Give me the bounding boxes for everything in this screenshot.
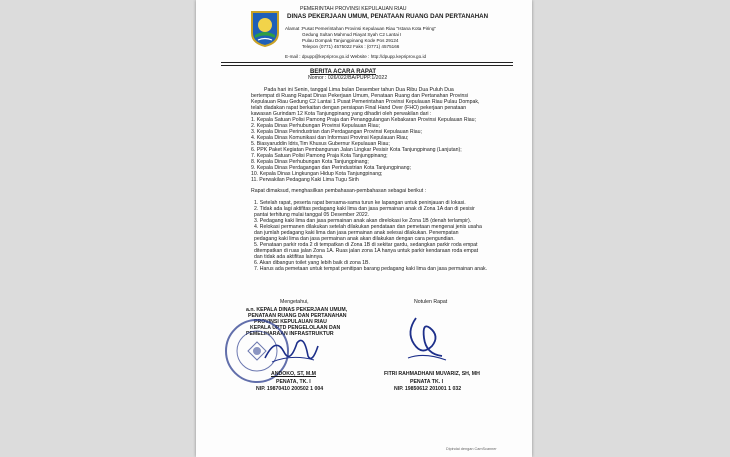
address-line: Telepon (0771) 4575022 Faks : (0771) 4575166 <box>302 44 400 49</box>
letterhead-line-2: DINAS PEKERJAAN UMUM, PENATAAN RUANG DAN PERTANAHAN <box>287 13 489 20</box>
signer-right-nip: NIP. 19850612 201001 1 032 <box>394 386 462 392</box>
signer-left-title: PENATAAN RUANG DAN PERTANAHAN <box>248 313 347 319</box>
result-line: 6. Akan dibangun toilet yang lebih baik di zona 1B. <box>254 260 370 266</box>
result-line: dan jumlah pedagang kaki lima dan jasa permainan anak selesai dilakukan. Penempatan <box>254 230 459 236</box>
attendee-item: 4. Kepala Dinas Komunikasi dan Informasi Provinsi Kepulauan Riau; <box>251 135 409 141</box>
signer-left-name: ANDOKO, ST, M.M <box>271 371 316 377</box>
attendee-item: 6. PPK Paket Kegiatan Pembangunan Jalan Lingkar Pesisir Kota Tanjungpinang (Lanjutan); <box>251 147 462 153</box>
attendee-item: 5. Biasyaruddin Idris,Tim Khusus Gubernur Kepulauan Riau; <box>251 141 390 147</box>
result-line: ditempatkan di ruas jalan Zona 1A. Ruas jalan zona 1A hanya untuk parkir kendaraan roda empat <box>254 248 479 254</box>
opening-line: telah diadakan rapat berkaitan dengan persiapan Final Hand Over (FHO) pekerjaan penataan <box>251 105 467 111</box>
result-line: 7. Harus ada pemetaan untuk tempat penitipan barang pedagang kaki lima dan jasa permainan anak. <box>254 266 488 272</box>
signer-left-title: KEPALA UPTD PENGELOLAAN DAN <box>250 325 341 331</box>
signer-left-rank: PENATA, TK. I <box>276 379 311 385</box>
result-line: pantai terhitung mulai tanggal 05 Desember 2022. <box>254 212 370 218</box>
result-line: pedagang kaki lima dan jasa permainan anak akan dilakukan dengan cara pengundian. <box>254 236 455 242</box>
attendee-item: 3. Kepala Dinas Perindustrian dan Perdagangan Provinsi Kepulauan Riau; <box>251 129 423 135</box>
attendee-item: 1. Kepala Satuan Polisi Pamong Praja dan Penanggulangan Kebakaran Provinsi Kepulauan Riau; <box>251 117 476 123</box>
signer-right-name: FITRI RAHMADHANI MUVARIZ, SH, MH <box>384 371 480 377</box>
result-line: dan tidak ada aktifitas lainnya. <box>254 254 324 260</box>
attendee-item: 10. Kepala Dinas Lingkungan Hidup Kota Tanjungpinang; <box>251 171 383 177</box>
result-line: 2. Tidak ada lagi aktifitas pedagang kaki lima dan jasa permainan anak di Zona 1A dan di pesisir <box>254 206 475 212</box>
attendee-item: 8. Kepala Dinas Perhubungan Kota Tanjungpinang; <box>251 159 369 165</box>
signer-left-nip: NIP. 19870410 200502 1 004 <box>256 386 324 392</box>
address-line: Pulau Dompak Tanjungpinang Kode Pos 29124 <box>302 38 399 43</box>
result-line: 4. Relokasi permanen dilakukan setelah dilakukan pendataan dan pemetaan mengenai jenis usaha <box>254 224 482 230</box>
result-line: 5. Penataan parkir roda 2 di tempatkan di Zona 1B di sekitar gardu, sedangkan parkir roda empat <box>254 242 478 248</box>
signature-right-icon <box>402 312 450 364</box>
mengetahui-label: Mengetahui, <box>280 299 309 305</box>
signature-left-icon <box>262 334 320 368</box>
document-number: Nomor : 026/022/BA/PUPP.1/2022 <box>308 75 388 81</box>
opening-line: Pada hari ini Senin, tanggal Lima bulan Desember tahun Dua Ribu Dua Puluh Dua <box>264 87 454 93</box>
opening-line: bertempat di Ruang Rapat Dinas Pekerjaan Umum, Penataan Ruang dan Pertanahan Provinsi <box>251 93 469 99</box>
document-title: BERITA ACARA RAPAT <box>310 69 376 75</box>
document-page <box>196 0 532 457</box>
province-logo-icon <box>249 9 281 47</box>
signer-left-title: a.n. KEPALA DINAS PEKERJAAN UMUM, <box>246 307 348 313</box>
result-line: 3. Pedagang kaki lima dan jasa permainan anak akan direlokasi ke Zona 1B (denah terlampir). <box>254 218 472 224</box>
attendee-item: 11. Perwakilan Pedagang Kaki Lima Tugu Sirih <box>251 177 359 183</box>
opening-line: Kepulauan Riau Gedung C2 Lantai 1 Pusat Pemerintahan Provinsi Kepulauan Riau Pulau Dompak, <box>251 99 480 105</box>
address-line: Pusat Pemerintahan Provinsi Kepulauan Riau "Istana Kota Piring" <box>302 26 437 31</box>
signer-left-title: PROVINSI KEPULAUAN RIAU <box>254 319 327 325</box>
attendee-item: 2. Kepala Dinas Perhubungan Provinsi Kepulauan Riau; <box>251 123 380 129</box>
result-line: 1. Setelah rapat, peserta rapat bersama-sama turun ke lapangan untuk peninjauan di lokasi. <box>254 200 466 206</box>
attendee-item: 7. Kepala Satuan Polisi Pamong Praja Kota Tanjungpinang; <box>251 153 388 159</box>
letterhead-line-1: PEMERINTAH PROVINSI KEPULAUAN RIAU <box>300 6 407 12</box>
header-rule-thin <box>221 65 513 66</box>
notulen-label: Notulen Rapat <box>414 299 448 305</box>
alamat-label: Alamat : <box>285 26 302 31</box>
header-rule <box>221 62 513 63</box>
address-line: Gedung Sultan Mahmud Riayat Syah C2 Lantai I <box>302 32 402 37</box>
signer-left-title: PEMELIHARAAN INFRASTRUKTUR <box>246 331 334 337</box>
email-website: E-mail : dpupp@kepriprov.go.id Website : http://dpupp.kepriprov.go.id <box>285 54 427 59</box>
results-intro: Rapat dimaksud, menghasilkan pembahasan-pembahasan sebagai berikut : <box>251 188 427 194</box>
attendee-item: 9. Kepala Dinas Perdagangan dan Perindustrian Kota Tanjungpinang; <box>251 165 411 171</box>
scanner-watermark: Dipindai dengan CamScanner <box>446 447 497 451</box>
signer-right-rank: PENATA TK. I <box>410 379 444 385</box>
opening-line: kawasan Gurindam 12 Kota Tanjungpinang yang dihadiri oleh perwakilan dari : <box>251 111 432 117</box>
